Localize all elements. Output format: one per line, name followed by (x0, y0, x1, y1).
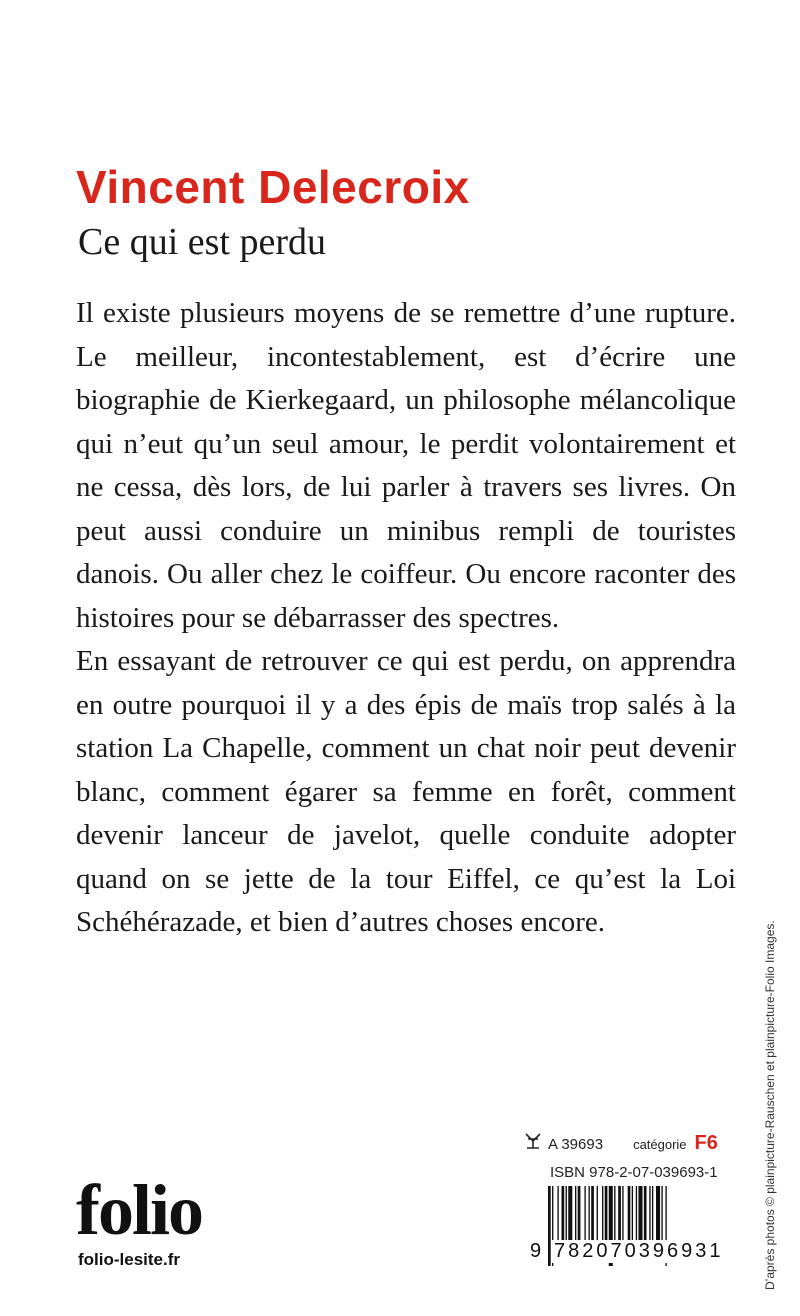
barcode-bar (649, 1186, 650, 1240)
barcode-bar (578, 1186, 581, 1240)
isbn: ISBN 978-2-07-039693-1 (550, 1164, 718, 1181)
barcode-bar (605, 1186, 608, 1240)
barcode-bar (575, 1186, 576, 1240)
barcode-bar (628, 1186, 631, 1240)
barcode-bar (636, 1186, 637, 1240)
book-title: Ce qui est perdu (78, 221, 327, 263)
barcode-bar (568, 1186, 572, 1240)
barcode-bar (602, 1186, 603, 1240)
barcode-bar (644, 1186, 647, 1240)
barcode-bar (632, 1186, 633, 1240)
photo-credit-container (750, 880, 790, 1290)
barcode-number: 782070396931 (554, 1240, 724, 1262)
barcode-bar (614, 1186, 615, 1240)
barcode-bar (548, 1186, 551, 1266)
barcode-bar (562, 1186, 565, 1240)
barcode-bar (566, 1186, 567, 1240)
folio-logo: folio (76, 1170, 202, 1250)
catalog-number: A 39693 (548, 1136, 604, 1153)
blurb-paragraph: Il existe plusieurs moyens de se remettre d’une rupture. Le meilleur, incontestablement, est d’écrire une biographie de Kierkegaard, un philosophe mélancolique qui n’eut qu’un seul amour, le perdit volontairement et ne cessa, dès lors, de lui parler à travers ses livres. On peut aussi conduire un minibus rempli de touristes danois. Ou aller chez le coiffeur. Ou encore raconter des histoires pour se débarrasser des spectres. (76, 297, 736, 634)
barcode-bar (557, 1186, 558, 1240)
barcode-bar (618, 1186, 621, 1240)
catalog-codes (524, 1132, 724, 1181)
photo-credit: D’après photos © plainpicture-Rauschen et plainpicture-Folio Images. (763, 920, 777, 1290)
barcode-first-digit: 9 (530, 1240, 545, 1262)
website-link[interactable]: folio-lesite.fr (78, 1250, 181, 1269)
barcode-bar (661, 1186, 662, 1240)
category-label: catégorie (633, 1137, 687, 1152)
blurb (76, 292, 736, 945)
barcode-bar (591, 1186, 594, 1240)
author-name: Vincent Delecroix (76, 161, 470, 213)
barcode-bar (584, 1186, 585, 1240)
barcode-bar (638, 1186, 642, 1240)
barcode-bar (652, 1186, 653, 1240)
barcode-bar (656, 1186, 660, 1240)
gallimard-logo-icon (524, 1133, 542, 1154)
blurb-paragraph: En essayant de retrouver ce qui est perdu, on apprendra en outre pourquoi il y a des épis de maïs trop salés à la station La Chapelle, comment un chat noir peut devenir blanc, comment égarer sa femme en forêt, comment devenir lanceur de javelot, quelle conduite adopter quand on se jette de la tour Eiffel, ce qu’est la Loi Schéhérazade, et bien d’autres choses encore. (76, 645, 736, 938)
category-value: F6 (694, 1132, 718, 1154)
barcode-bar (597, 1186, 598, 1240)
barcode-bar (589, 1186, 590, 1240)
barcode-bar (622, 1186, 623, 1240)
catalog-row (524, 1132, 724, 1158)
